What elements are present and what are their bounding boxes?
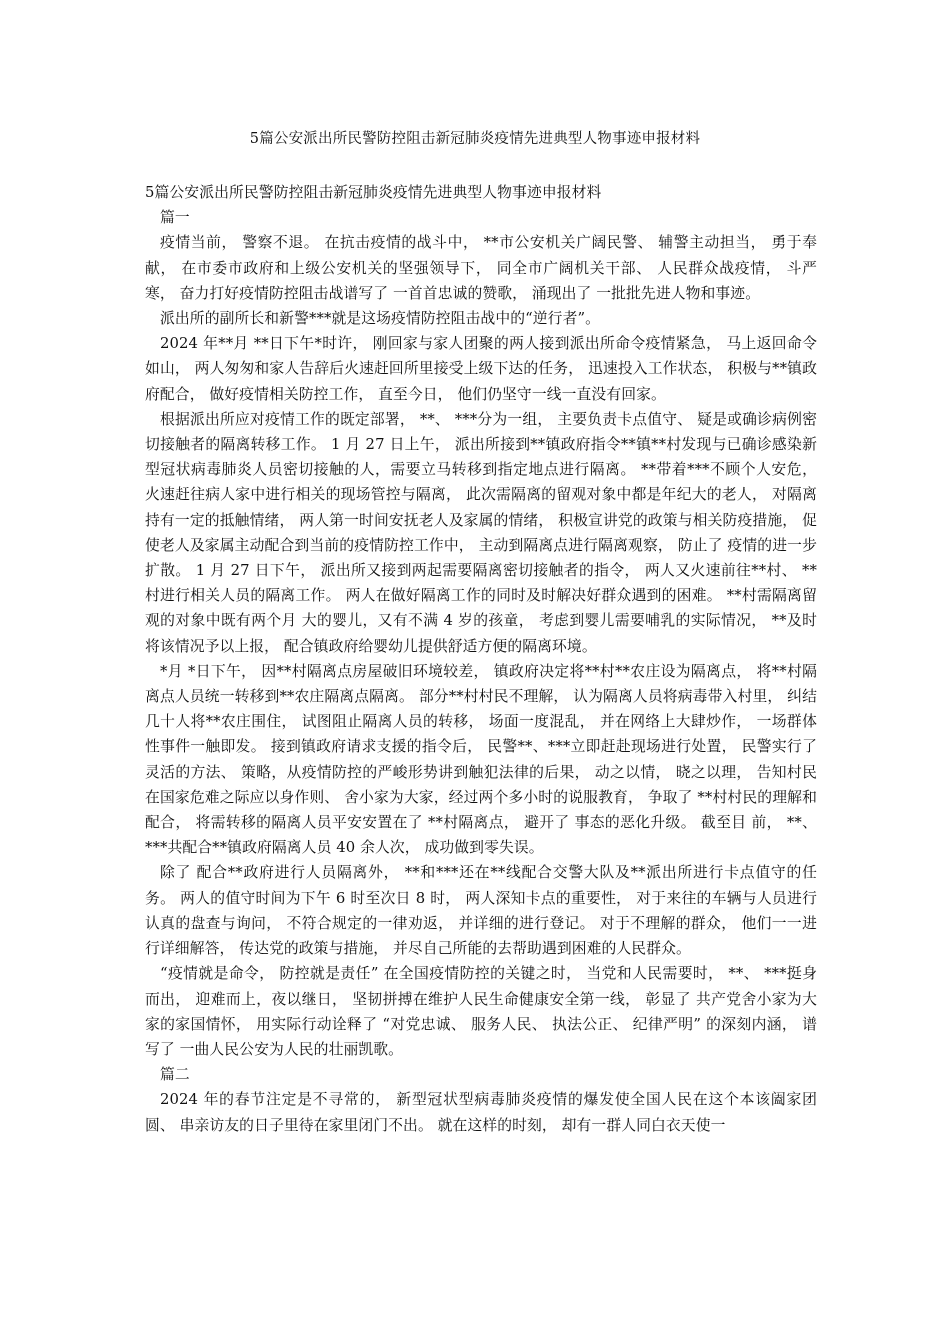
paragraph: 根据派出所应对疫情工作的既定部署， **、 ***分为一组， 主要负责卡点值守、 疑是或确诊病例密切接触者的隔离转移工作。 1 月 27 日上午， 派出所接到**镇政府指令**镇**村发现与已确诊感染新型冠状病毒肺炎人员密切接触的人，需要立马转移到指定地点进行隔离。 **带着***不顾个人安危， 火速赶往病人家中进行相关的现场管控与隔离， 此次需隔离的留观对象中都是年纪大的老人， 对隔离持有一定的抵触情绪， 两人第一时间安抚老人及家属的情绪， 积极宣讲党的政策与相关防疫措施， 促使老人及家属主动配合到当前的疫情防控工作中， 主动到隔离点进行隔离观察， 防止了 疫情的进一步扩散。 1 月 27 日下午， 派出所又接到两起需要隔离密切接触者的指令， 两人又火速前往**村、 **村进行相关人员的隔离工作。 两人在做好隔离工作的同时及时解决好群众遇到的困难。 **村需隔离留观的对象中既有两个月 大的婴儿，又有不满 4 岁的孩童， 考虑到婴儿需要哺乳的实际情况， **及时将该情况予以上报， 配合镇政府给婴幼儿提供舒适方便的隔离环境。 [145, 410, 817, 655]
section-heading-2: 篇二 [160, 1066, 190, 1084]
section-heading-1: 篇一 [160, 209, 190, 227]
page-title: 5篇公安派出所民警防控阻击新冠肺炎疫情先进典型人物事迹申报材料 [249, 131, 701, 147]
paragraph: “疫情就是命令， 防控就是责任” 在全国疫情防控的关键之时， 当党和人民需要时， **、 ***挺身而出， 迎难而上，夜以继日， 坚韧拼搏在维护人民生命健康安全第一线， 彰显了 共产党舍小家为大家的家国情怀， 用实际行动诠释了 “对党忠诚、 服务人民、 执法公正、 纪律严明” 的深刻内涵， 谱写了 一曲人民公安为人民的壮丽凯歌。 [145, 965, 817, 1058]
paragraph: 除了 配合**政府进行人员隔离外， **和***还在**线配合交警大队及**派出所进行卡点值守的任务。 两人的值守时间为下午 6 时至次日 8 时， 两人深知卡点的重要性， 对于来往的车辆与人员进行认真的盘查与询问， 不符合规定的一律劝返， 并详细的进行登记。 对于不理解的群众， 他们一一进行详细解答， 传达党的政策与措施， 并尽自己所能的去帮助遇到困难的人民群众。 [145, 864, 817, 958]
document-subtitle: 5篇公安派出所民警防控阻击新冠肺炎疫情先进典型人物事迹申报材料 [145, 184, 602, 201]
document-body [145, 180, 817, 1138]
paragraph: 疫情当前， 警察不退。 在抗击疫情的战斗中， **市公安机关广阔民警、 辅警主动担当， 勇于奉献， 在市委市政府和上级公安机关的坚强领导下， 同全市广阔机关干部、 人民群众战疫情， 斗严寒， 奋力打好疫情防控阻击战谱写了 一首首忠诚的赞歌， 涌现出了 一批批先进人物和事迹。 [145, 234, 817, 302]
paragraph: *月 *日下午， 因**村隔离点房屋破旧环境较差， 镇政府决定将**村**农庄设为隔离点， 将**村隔离点人员统一转移到**农庄隔离点隔离。 部分**村村民不理解， 认为隔离人员将病毒带入村里， 纠结几十人将**农庄围住， 试图阻止隔离人员的转移， 场面一度混乱， 并在网络上大肆炒作， 一场群体性事件一触即发。 接到镇政府请求支援的指令后， 民警**、***立即赶赴现场进行处置， 民警实行了 灵活的方法、 策略，从疫情防控的严峻形势讲到触犯法律的后果， 动之以情， 晓之以理， 告知村民在国家危难之际应以身作则、 舍小家为大家，经过两个多小时的说服教育， 争取了 **村村民的理解和配合， 将需转移的隔离人员平安安置在了 **村隔离点， 避开了 事态的恶化升级。 截至目 前， **、 ***共配合**镇政府隔离人员 40 余人次， 成功做到零失误。 [145, 662, 817, 857]
paragraph: 派出所的副所长和新警***就是这场疫情防控阻击战中的“逆行者”。 [160, 310, 601, 328]
paragraph: 2024 年**月 **日下午*时许， 刚回家与家人团聚的两人接到派出所命令疫情紧急， 马上返回命令如山， 两人匆匆和家人告辞后火速赶回所里接受上级下达的任务， 迅速投入工作状态， 积极与**镇政府配合， 做好疫情相关防控工作， 直至今日， 他们仍坚守一线一直没有回家。 [145, 335, 817, 403]
paragraph: 2024 年的春节注定是不寻常的， 新型冠状型病毒肺炎疫情的爆发使全国人民在这个本该阖家团圆、 串亲访友的日子里待在家里闭门不出。 就在这样的时刻， 却有一群人同白衣天使一 [145, 1091, 817, 1134]
